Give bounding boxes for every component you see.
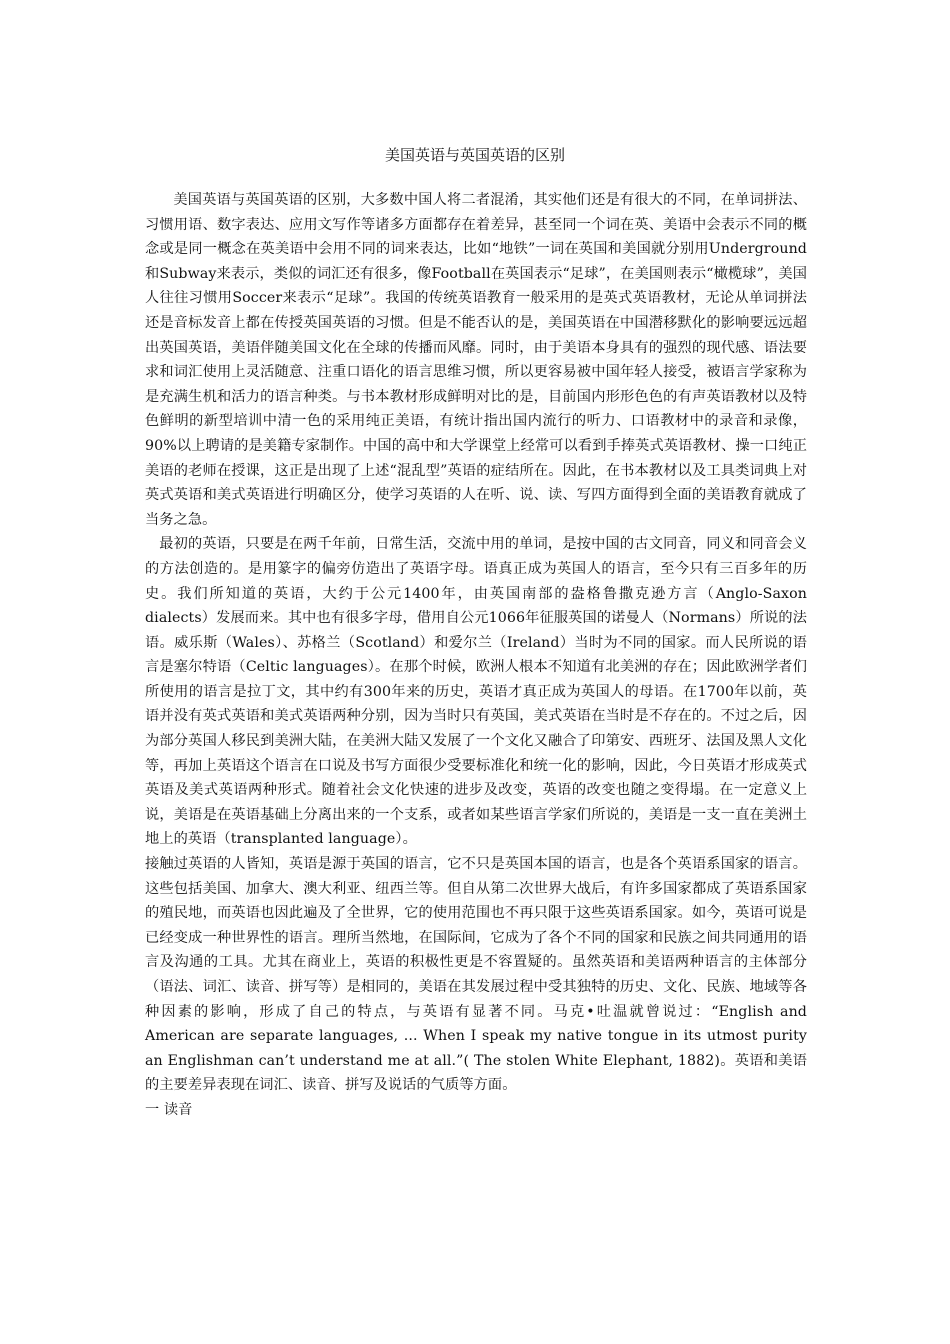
paragraph-3: 接触过英语的人皆知，英语是源于英国的语言，它不只是英国本国的语言，也是各个英语系国家的语言。这些包括美国、加拿大、澳大利亚、纽西兰等。但自从第二次世界大战后，有许多国家都成了英语系国家的殖民地，而英语也因此遍及了全世界，它的使用范围也不再只限于这些英语系国家。如今，英语可说是已经变成一种世界性的语言。理所当然地，在国际间，它成为了各个不同的国家和民族之间共同通用的语言及沟通的工具。尤其在商业上，英语的积极性更是不容置疑的。虽然英语和美语两种语言的主体部分（语法、词汇、读音、拼写等）是相同的，美语在其发展过程中受其独特的历史、文化、民族、地域等各种因素的影响，形成了自己的特点，与英语有显著不同。马克•吐温就曾说过：“English and American are separate languages, ... When I speak my native tongue in its utmost purity an Englishman can’t understand me at all.”( The stolen White Elephant, 1882)。英语和美语的主要差异表现在词汇、读音、拼写及说话的气质等方面。 [145, 856, 807, 1094]
paragraph-1: 美国英语与英国英语的区别，大多数中国人将二者混淆，其实他们还是有很大的不同，在单词拼法、习惯用语、数字表达、应用文写作等诸多方面都存在着差异，甚至同一个词在英、美语中会表示不同的概念或是同一概念在英美语中会用不同的词来表达，比如“地铁”一词在英国和美国就分别用Underground和Subway来表示，类似的词汇还有很多，像Football在英国表示“足球”，在美国则表示“橄榄球”，美国人往往习惯用Soccer来表示“足球”。我国的传统英语教育一般采用的是英式英语教材，无论从单词拼法还是音标发音上都在传授英国英语的习惯。但是不能否认的是，美国英语在中国潜移默化的影响要远远超出英国英语，美语伴随美国文化在全球的传播而风靡。同时，由于美语本身具有的强烈的现代感、语法要求和词汇使用上灵活随意、注重口语化的语言思维习惯，所以更容易被中国年轻人接受，被语言学家称为是充满生机和活力的语言种类。与书本教材形成鲜明对比的是，目前国内形形色色的有声英语教材以及特色鲜明的新型培训中清一色的采用纯正美语，有统计指出国内流行的听力、口语教材中的录音和录像，90%以上聘请的是美籍专家制作。中国的高中和大学课堂上经常可以看到手捧英式英语教材、操一口纯正美语的老师在授课，这正是出现了上述“混乱型”英语的症结所在。因此，在书本教材以及工具类词典上对英式英语和美式英语进行明确区分，使学习英语的人在听、说、读、写四方面得到全面的美语教育就成了当务之急。 [145, 192, 807, 528]
document-body [145, 188, 807, 1123]
section-heading: 一 读音 [145, 1101, 193, 1118]
document-title: 美国英语与英国英语的区别 [384, 146, 565, 164]
paragraph-2: 最初的英语，只要是在两千年前，日常生活，交流中用的单词，是按中国的古文同音，同义和同音会义的方法创造的。是用篆字的偏旁仿造出了英语字母。语真正成为英国人的语言，至今只有三百多年的历史。我们所知道的英语，大约于公元1400年，由英国南部的盎格鲁撒克逊方言（Anglo-Saxon dialects）发展而来。其中也有很多字母，借用自公元1066年征服英国的诺曼人（Normans）所说的法语。威乐斯（Wales）、苏格兰（Scotland）和爱尔兰（Ireland）当时为不同的国家。而人民所说的语言是塞尔特语（Celtic languages）。在那个时候，欧洲人根本不知道有北美洲的存在；因此欧洲学者们所使用的语言是拉丁文，其中约有300年来的历史，英语才真正成为英国人的母语。在1700年以前，英语并没有英式英语和美式英语两种分别，因为当时只有英国，美式英语在当时是不存在的。不过之后，因为部分英国人移民到美洲大陆，在美洲大陆又发展了一个文化又融合了印第安、西班牙、法国及黑人文化等，再加上英语这个语言在口说及书写方面很少受要标准化和统一化的影响，因此，今日英语才形成英式英语及美式英语两种形式。随着社会文化快速的进步及改变，英语的改变也随之变得塌。在一定意义上说，美语是在英语基础上分离出来的一个支系，或者如某些语言学家们所说的，美语是一支一直在美洲土地上的英语（transplanted language）。 [145, 536, 807, 848]
